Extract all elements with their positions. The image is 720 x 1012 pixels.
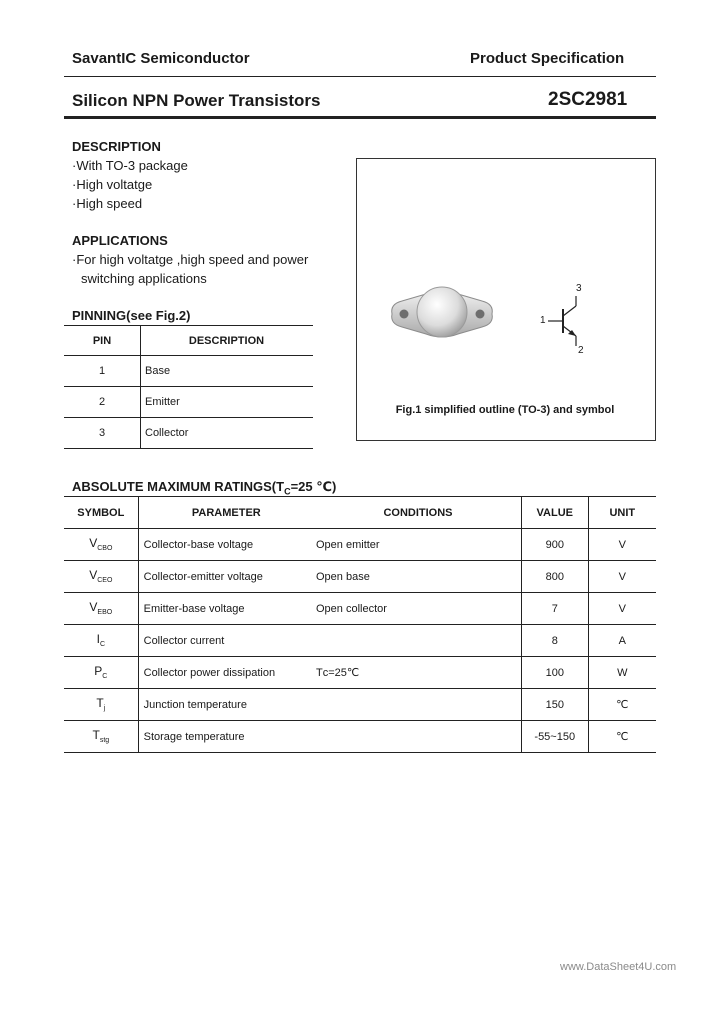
figure-caption: Fig.1 simplified outline (TO-3) and symbol (395, 404, 615, 416)
parameter-cell: Storage temperature (138, 721, 315, 753)
applications-line: switching applications (81, 271, 207, 286)
conditions-cell: Tс=25℃ (315, 657, 521, 689)
table-row (64, 561, 656, 593)
ratings-header-row (64, 497, 656, 529)
symbol-label-collector: 3 (576, 283, 582, 294)
value-cell: 150 (521, 689, 588, 721)
ratings-table (64, 496, 656, 753)
table-row (64, 387, 313, 418)
conditions-cell (315, 689, 521, 721)
parameter-cell: Collector-emitter voltage (138, 561, 315, 593)
ratings-heading (72, 479, 336, 497)
col-conditions: CONDITIONS (315, 497, 521, 529)
unit-cell: W (588, 657, 656, 689)
unit-cell: V (588, 529, 656, 561)
pin-number: 2 (64, 387, 141, 418)
applications-line: ·For high voltatge ,high speed and power (72, 252, 309, 267)
symbol-cell (64, 593, 138, 625)
ratings-heading-text: ABSOLUTE MAXIMUM RATINGS(T (72, 479, 285, 494)
description-heading: DESCRIPTION (72, 139, 161, 154)
unit-cell: V (588, 593, 656, 625)
table-row (64, 356, 313, 387)
pinning-heading: PINNING(see Fig.2) (72, 308, 191, 323)
unit-cell: A (588, 625, 656, 657)
col-parameter: PARAMETER (138, 497, 315, 529)
description-item: ·High speed (72, 196, 143, 211)
symbol-subscript: j (103, 705, 106, 713)
unit-cell: V (588, 561, 656, 593)
value-cell: -55~150 (521, 721, 588, 753)
pin-description: Collector (141, 418, 314, 449)
conditions-cell (315, 721, 521, 753)
unit-cell: ℃ (588, 689, 656, 721)
parameter-cell: Collector-base voltage (138, 529, 315, 561)
symbol-subscript: C (99, 641, 106, 649)
table-row (64, 721, 656, 753)
symbol-cell (64, 657, 138, 689)
symbol-main: V (89, 536, 98, 551)
parameter-cell: Collector current (138, 625, 315, 657)
spec-label: Product Specification (470, 50, 625, 67)
symbol-cell (64, 625, 138, 657)
conditions-cell: Open collector (315, 593, 521, 625)
value-cell: 7 (521, 593, 588, 625)
pinning-table (64, 325, 313, 449)
symbol-main: P (94, 664, 103, 679)
table-row (64, 657, 656, 689)
conditions-cell: Open emitter (315, 529, 521, 561)
table-row (64, 418, 313, 449)
table-row (64, 689, 656, 721)
value-cell: 900 (521, 529, 588, 561)
symbol-label-emitter: 2 (578, 345, 584, 356)
doc-title: Silicon NPN Power Transistors (72, 91, 321, 110)
col-pin: PIN (64, 326, 141, 356)
symbol-main: V (89, 568, 98, 583)
symbol-main: V (89, 600, 98, 615)
conditions-cell (315, 625, 521, 657)
ratings-heading-temp: =25 ℃) (290, 479, 337, 494)
parameter-cell: Junction temperature (138, 689, 315, 721)
col-unit: UNIT (588, 497, 656, 529)
conditions-cell: Open base (315, 561, 521, 593)
col-symbol: SYMBOL (64, 497, 138, 529)
symbol-main: I (96, 632, 100, 647)
watermark-link[interactable]: www.DataSheet4U.com (560, 961, 677, 973)
ratings-heading-subscript: C (284, 486, 291, 497)
col-value: VALUE (521, 497, 588, 529)
applications-heading: APPLICATIONS (72, 233, 168, 248)
symbol-subscript: C (102, 673, 108, 681)
symbol-cell (64, 529, 138, 561)
pin-number: 1 (64, 356, 141, 387)
value-cell: 100 (521, 657, 588, 689)
npn-transistor-symbol-icon (538, 288, 598, 350)
parameter-cell: Emitter-base voltage (138, 593, 315, 625)
value-cell: 8 (521, 625, 588, 657)
unit-cell: ℃ (588, 721, 656, 753)
part-number: 2SC2981 (548, 89, 628, 110)
symbol-cell (64, 689, 138, 721)
symbol-subscript: CBO (97, 545, 113, 553)
symbol-label-base: 1 (540, 315, 546, 326)
pin-number: 3 (64, 418, 141, 449)
header-rule-top (64, 76, 656, 77)
parameter-cell: Collector power dissipation (138, 657, 315, 689)
pin-description: Base (141, 356, 314, 387)
table-row (64, 593, 656, 625)
col-description: DESCRIPTION (141, 326, 314, 356)
description-item: ·With TO-3 package (72, 158, 188, 173)
pinning-header-row (64, 326, 313, 356)
symbol-subscript: EBO (97, 609, 113, 617)
company-name: SavantIC Semiconductor (72, 50, 250, 67)
symbol-main: T (92, 728, 100, 743)
symbol-subscript: CEO (97, 577, 113, 585)
symbol-cell (64, 561, 138, 593)
to3-package-drawing (386, 276, 498, 346)
table-row (64, 529, 656, 561)
value-cell: 800 (521, 561, 588, 593)
symbol-subscript: stg (99, 737, 110, 745)
pin-description: Emitter (141, 387, 314, 418)
header-rule-bottom (64, 116, 656, 119)
symbol-cell (64, 721, 138, 753)
description-item: ·High voltatge (72, 177, 153, 192)
table-row (64, 625, 656, 657)
symbol-main: T (96, 696, 104, 711)
